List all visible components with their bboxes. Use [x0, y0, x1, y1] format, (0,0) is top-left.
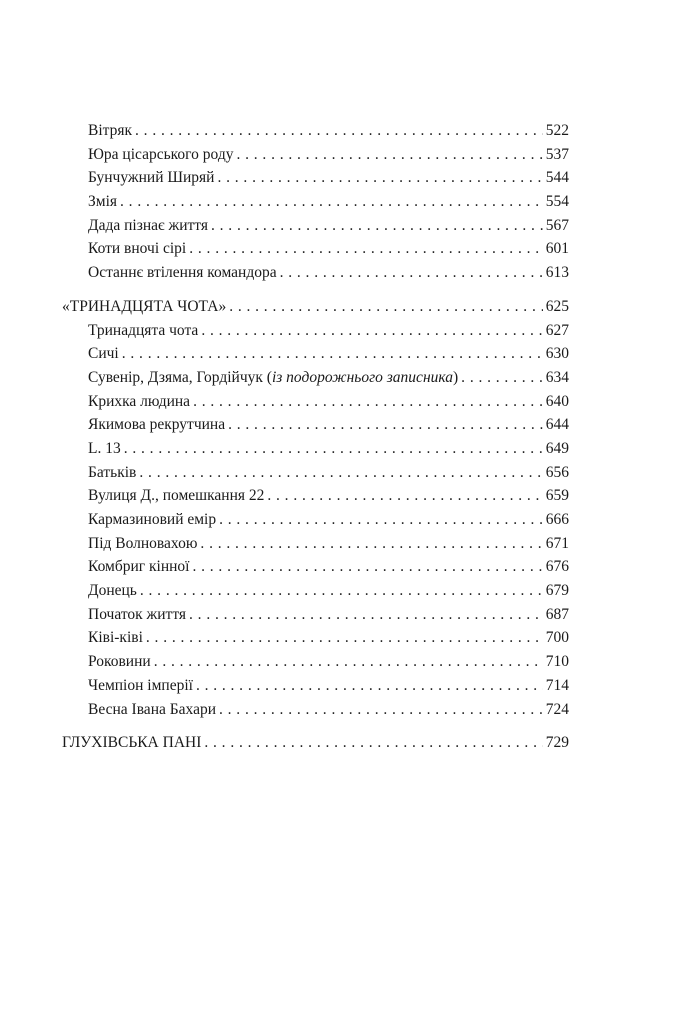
toc-entry-title: Чемпіон імперії [88, 676, 193, 694]
dot-leader [219, 698, 543, 722]
toc-entry [62, 437, 569, 461]
dot-leader [229, 295, 543, 319]
toc-entry [62, 603, 569, 627]
toc-entry [62, 237, 569, 261]
dot-leader [124, 437, 543, 461]
title-text-end: ) [453, 368, 459, 386]
page-number: 613 [545, 264, 569, 282]
page-number: 656 [545, 463, 569, 481]
toc-entry [62, 295, 569, 319]
toc-entry [62, 143, 569, 167]
page-number: 601 [545, 240, 569, 258]
dot-leader [135, 119, 543, 143]
dot-leader [219, 508, 543, 532]
toc-entry-title: Вітряк [88, 122, 133, 139]
dot-leader [154, 650, 543, 674]
dot-leader [189, 237, 543, 261]
toc-entry-title: Роковини [88, 653, 151, 671]
page-number: 630 [545, 345, 569, 363]
toc-entry [62, 390, 569, 414]
dot-leader [236, 143, 542, 167]
toc-entry-title: Юра цісарського роду [88, 145, 234, 163]
dot-leader [122, 342, 543, 366]
page-number: 714 [545, 676, 569, 694]
dot-leader [120, 190, 543, 214]
page-number: 544 [545, 169, 569, 187]
toc-entry [62, 484, 569, 508]
page-number: 671 [545, 534, 569, 552]
dot-leader [211, 214, 543, 238]
page-number: 644 [545, 416, 569, 434]
toc-entry [62, 532, 569, 556]
table-of-contents [62, 119, 569, 755]
toc-entry [62, 119, 569, 143]
toc-entry-title: Крихка людина [88, 392, 191, 410]
toc-entry-title: Коти вночі сірі [88, 240, 187, 258]
toc-entry-title: Змія [88, 193, 118, 211]
page-number: 687 [545, 605, 569, 623]
dot-leader [139, 461, 542, 485]
toc-entry [62, 190, 569, 214]
toc-entry-title: Початок життя [88, 605, 187, 623]
toc-entry [62, 579, 569, 603]
toc-entry-title: Ківі-ківі [88, 629, 143, 647]
toc-entry-title: Сичі [88, 345, 119, 363]
toc-entry [62, 366, 569, 390]
dot-leader [193, 390, 543, 414]
dot-leader [201, 319, 542, 343]
toc-entry [62, 461, 569, 485]
dot-leader [192, 555, 542, 579]
page-number: 700 [545, 629, 569, 647]
dot-leader [280, 261, 543, 285]
page-number: 710 [545, 653, 569, 671]
dot-leader [200, 532, 542, 556]
page-number: 659 [545, 487, 569, 505]
page-number: 724 [545, 700, 569, 718]
dot-leader [204, 731, 542, 755]
dot-leader [461, 366, 543, 390]
toc-entry-title: Кармазиновий емір [88, 511, 217, 528]
toc-entry [62, 214, 569, 238]
page-number: 567 [545, 216, 569, 234]
dot-leader [217, 166, 542, 190]
toc-entry-title: Бунчужний Ширяй [88, 169, 215, 187]
toc-entry [62, 626, 569, 650]
page-number: 522 [545, 122, 569, 139]
toc-entry-title [88, 366, 461, 390]
toc-entry-title: Останнє втілення командора [88, 264, 277, 282]
toc-entry [62, 674, 569, 698]
page-number: 554 [545, 193, 569, 211]
toc-entry [62, 413, 569, 437]
toc-entry-title: «ТРИНАДЦЯТА ЧОТА» [62, 297, 227, 315]
toc-entry-title: Донець [88, 582, 137, 600]
toc-entry [62, 650, 569, 674]
dot-leader [267, 484, 542, 508]
page-number: 666 [545, 511, 569, 528]
toc-entry [62, 319, 569, 343]
page-number: 649 [545, 439, 569, 457]
page-number: 627 [545, 321, 569, 339]
dot-leader [146, 626, 543, 650]
dot-leader [196, 674, 543, 698]
page-number: 537 [545, 145, 569, 163]
toc-entry-title: Під Волновахою [88, 534, 198, 552]
toc-entry-title: Весна Івана Бахари [88, 700, 216, 718]
toc-entry [62, 342, 569, 366]
toc-entry-title: ГЛУХІВСЬКА ПАНІ [62, 734, 202, 752]
toc-entry [62, 508, 569, 532]
page-number: 729 [545, 734, 569, 752]
toc-entry-title: L. 13 [88, 439, 121, 457]
dot-leader [140, 579, 543, 603]
title-text: Сувенір, Дзяма, Гордійчук ( [88, 368, 272, 386]
toc-entry-title: Вулиця Д., помешкання 22 [88, 487, 265, 505]
page-number: 640 [545, 392, 569, 410]
page-number: 676 [545, 558, 569, 576]
toc-entry-title: Дада пізнає життя [88, 216, 208, 234]
toc-entry-title: Якимова рекрутчина [88, 416, 226, 434]
toc-entry [62, 731, 569, 755]
toc-entry [62, 261, 569, 285]
page-number: 634 [545, 368, 569, 386]
dot-leader [189, 603, 543, 627]
toc-entry-title: Тринадцята чота [88, 321, 199, 339]
toc-entry [62, 555, 569, 579]
toc-entry-title: Батьків [88, 463, 137, 481]
toc-entry [62, 698, 569, 722]
toc-entry [62, 166, 569, 190]
title-italic: із подорожнього записника [271, 368, 453, 386]
toc-entry-title: Комбриг кінної [88, 558, 190, 576]
page-number: 625 [545, 297, 569, 315]
dot-leader [228, 413, 543, 437]
page-number: 679 [545, 582, 569, 600]
